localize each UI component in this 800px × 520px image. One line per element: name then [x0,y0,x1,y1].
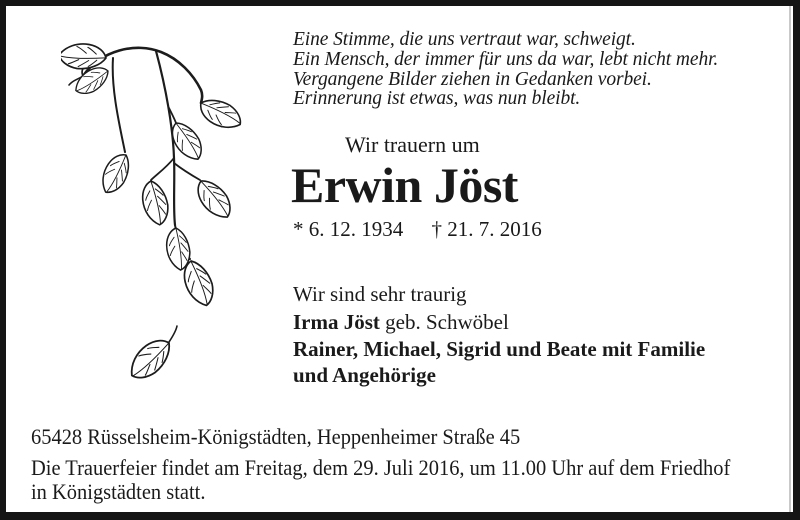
poem-line: Ein Mensch, der immer für uns da war, lebt nicht mehr. [293,48,719,70]
death-date: † 21. 7. 2016 [431,217,542,241]
relatives-line: Rainer, Michael, Sigrid und Beate mit Familie [293,337,706,361]
sadness-line: Wir sind sehr traurig [293,282,467,306]
poem-line: Vergangene Bilder ziehen in Gedanken vorbei. [293,68,652,90]
family-block [293,309,705,388]
funeral-line: Die Trauerfeier findet am Freitag, dem 29. Juli 2016, um 11.00 Uhr auf dem Friedhof [31,455,731,480]
relatives-line: und Angehörige [293,363,436,387]
funeral-line: in Königstädten statt. [31,479,206,504]
mourning-poem [293,30,718,109]
branch-leaves-illustration [61,28,261,418]
deceased-name: Erwin Jöst [291,157,518,213]
life-dates [293,217,542,242]
scan-edge-artifact [789,6,791,512]
birth-date: * 6. 12. 1934 [293,217,404,241]
funeral-info [31,456,730,504]
poem-line: Erinnerung ist etwas, was nun bleibt. [293,88,581,110]
widow-line [293,309,705,335]
widow-name: Irma Jöst [293,310,380,334]
address-line: 65428 Rüsselsheim-Königstädten, Heppenheimer Straße 45 [31,424,521,449]
mourning-intro: Wir trauern um [345,132,480,157]
poem-line: Eine Stimme, die uns vertraut war, schweigt. [293,29,636,50]
widow-suffix: geb. Schwöbel [385,310,509,334]
